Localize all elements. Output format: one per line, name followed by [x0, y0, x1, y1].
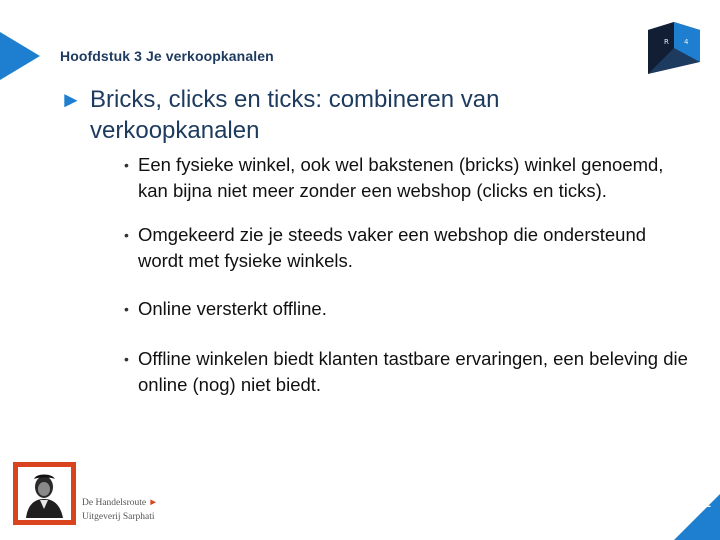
heading-line-2: verkoopkanalen [90, 117, 260, 144]
bullet-item: • Offline winkelen biedt klanten tastbare ervaringen, een beleving die online (nog) niet biedt. [124, 346, 690, 398]
badge-letter-right: 4 [684, 38, 689, 46]
heading-line-1: Bricks, clicks en ticks: combineren van [90, 86, 500, 113]
bullet-item: • Omgekeerd zie je steeds vaker een webshop die ondersteund wordt met fysieke winkels. [124, 222, 690, 274]
heading-arrow-icon: ► [60, 87, 82, 112]
bullet-list [124, 152, 690, 422]
publisher-logo [13, 462, 76, 525]
badge-diamond-shape [648, 22, 700, 74]
bullet-item: • Een fysieke winkel, ook wel bakstenen (bricks) winkel genoemd, kan bijna niet meer zonder een webshop (clicks en ticks). [124, 152, 690, 204]
chapter-badge-icon [648, 22, 700, 74]
publisher-line-2: Uitgeverij Sarphati [82, 512, 155, 522]
badge-letter-left: R [664, 38, 669, 46]
slide-heading [60, 84, 680, 146]
publisher-name [82, 496, 158, 524]
corner-arrow-icon [0, 32, 40, 80]
page-corner-triangle [674, 494, 720, 540]
publisher-logo-portrait-icon [18, 467, 71, 520]
publisher-arrow-icon: ► [148, 498, 158, 508]
chapter-title: Hoofdstuk 3 Je verkoopkanalen [60, 48, 274, 64]
page-number: 2 [704, 498, 711, 510]
publisher-line-1: De Handelsroute [82, 498, 147, 508]
bullet-item: • Online versterkt offline. [124, 296, 690, 322]
